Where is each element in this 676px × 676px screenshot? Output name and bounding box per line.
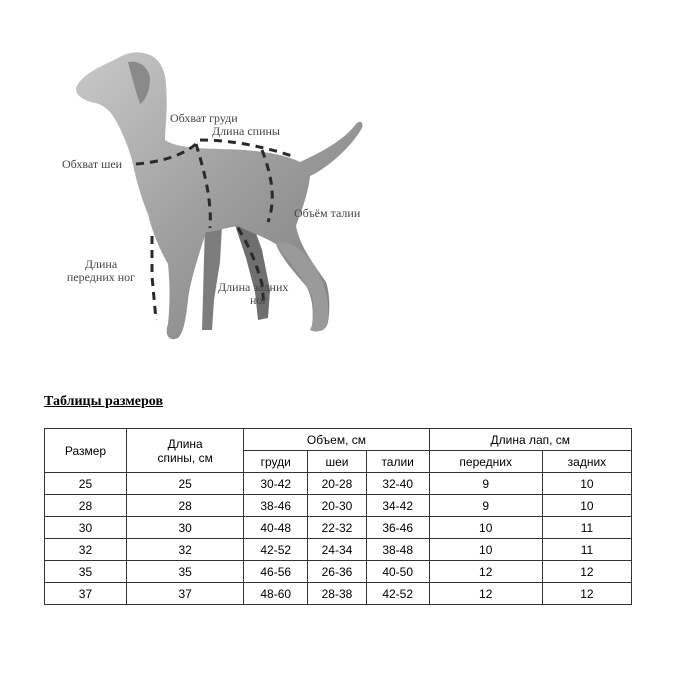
table-row: [45, 473, 632, 495]
size-table: [44, 428, 632, 605]
cell: 42-52: [366, 583, 429, 605]
cell: 28-38: [308, 583, 367, 605]
cell: 12: [542, 561, 631, 583]
cell: 32: [45, 539, 127, 561]
cell: 10: [429, 517, 542, 539]
cell: 32: [126, 539, 243, 561]
header-back-length-line1: Длина: [167, 436, 203, 451]
cell: 40-50: [366, 561, 429, 583]
table-header-row: [45, 429, 632, 451]
cell: 37: [45, 583, 127, 605]
cell: 28: [126, 495, 243, 517]
cell: 12: [429, 561, 542, 583]
cell: 20-30: [308, 495, 367, 517]
cell: 30: [126, 517, 243, 539]
header-waist: талии: [366, 451, 429, 473]
table-row: [45, 517, 632, 539]
cell: 40-48: [244, 517, 308, 539]
cell: 9: [429, 495, 542, 517]
label-front-legs: [60, 258, 142, 284]
label-hind-legs-line1: Длина задних: [218, 280, 289, 294]
label-hind-legs-line2: ног: [250, 293, 268, 307]
cell: 22-32: [308, 517, 367, 539]
label-neck: Обхват шеи: [62, 157, 123, 171]
cell: 30-42: [244, 473, 308, 495]
header-neck: шеи: [308, 451, 367, 473]
table-row: [45, 561, 632, 583]
cell: 25: [126, 473, 243, 495]
cell: 10: [542, 473, 631, 495]
header-hind: задних: [542, 451, 631, 473]
cell: 12: [542, 583, 631, 605]
cell: 36-46: [366, 517, 429, 539]
header-back-length: [126, 429, 243, 473]
cell: 11: [542, 517, 631, 539]
cell: 46-56: [244, 561, 308, 583]
cell: 48-60: [244, 583, 308, 605]
cell: 37: [126, 583, 243, 605]
cell: 38-46: [244, 495, 308, 517]
table-row: [45, 539, 632, 561]
label-back: Длина спины: [212, 124, 280, 138]
label-waist: Объём талии: [294, 206, 361, 220]
header-chest: груди: [244, 451, 308, 473]
label-hind-legs: [218, 281, 288, 307]
cell: 12: [429, 583, 542, 605]
cell: 24-34: [308, 539, 367, 561]
cell: 38-48: [366, 539, 429, 561]
header-paw-length: Длина лап, см: [429, 429, 631, 451]
cell: 10: [429, 539, 542, 561]
header-size: Размер: [45, 429, 127, 473]
table-row: [45, 583, 632, 605]
table-row: [45, 495, 632, 517]
cell: 25: [45, 473, 127, 495]
cell: 35: [45, 561, 127, 583]
label-front-legs-line2: передних ног: [66, 270, 136, 284]
cell: 34-42: [366, 495, 429, 517]
cell: 30: [45, 517, 127, 539]
section-title: Таблицы размеров: [44, 394, 164, 409]
label-chest: Обхват груди: [170, 111, 238, 125]
cell: 32-40: [366, 473, 429, 495]
cell: 10: [542, 495, 631, 517]
label-front-legs-line1: Длина: [84, 257, 118, 271]
cell: 35: [126, 561, 243, 583]
cell: 26-36: [308, 561, 367, 583]
header-front: передних: [429, 451, 542, 473]
header-back-length-line2: спины, см: [157, 450, 213, 465]
cell: 28: [45, 495, 127, 517]
cell: 9: [429, 473, 542, 495]
header-volume: Объем, см: [244, 429, 429, 451]
cell: 42-52: [244, 539, 308, 561]
cell: 11: [542, 539, 631, 561]
cell: 20-28: [308, 473, 367, 495]
